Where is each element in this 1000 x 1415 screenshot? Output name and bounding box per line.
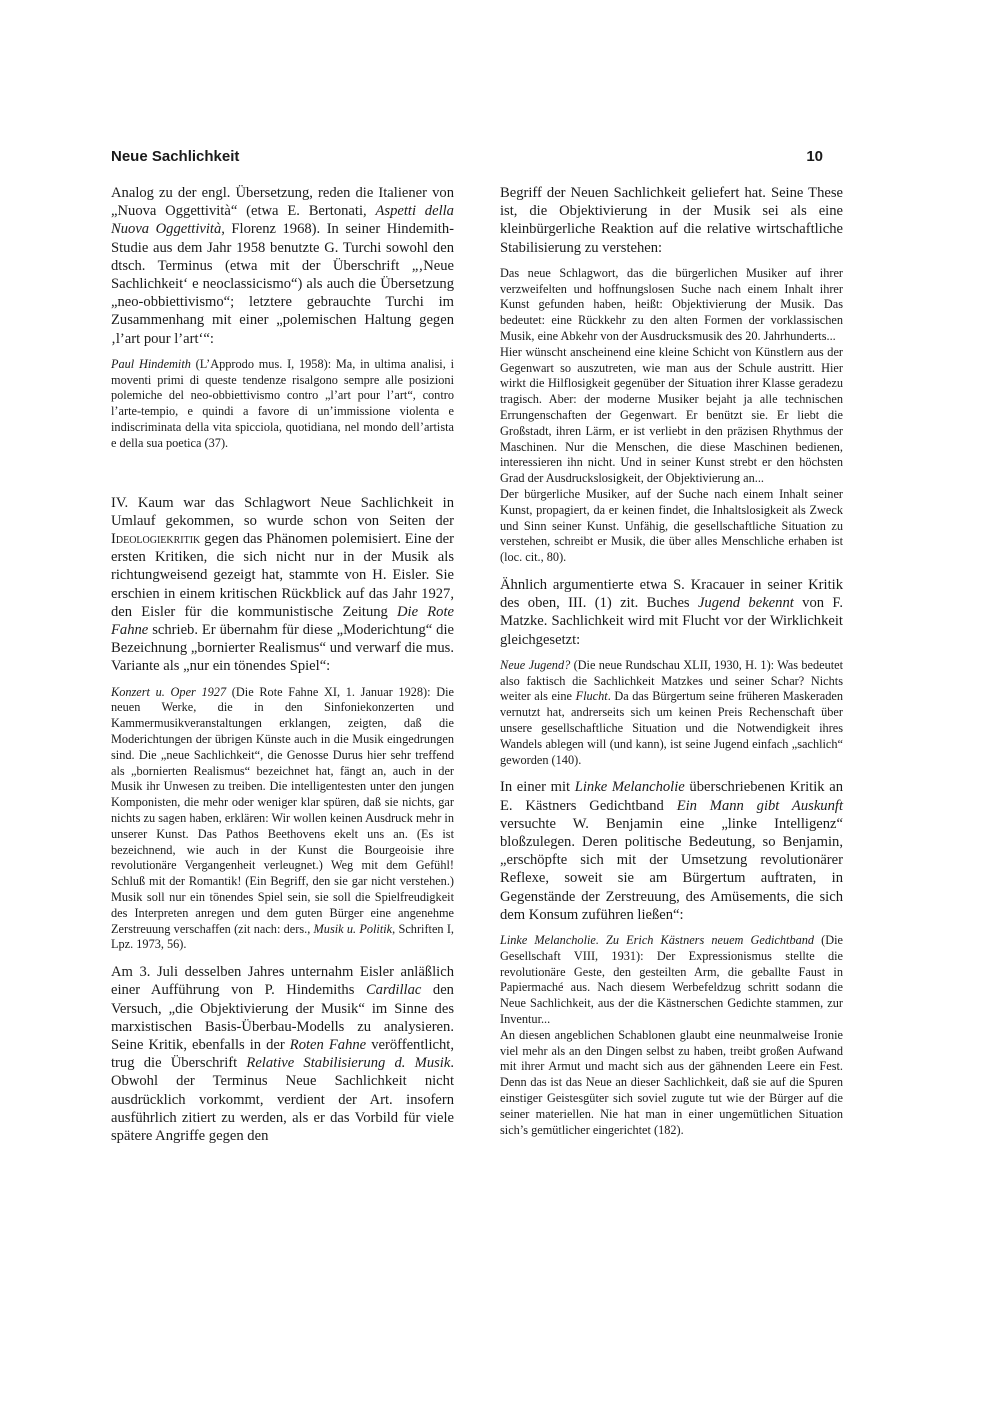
- quote-eisler-part-3: Der bürgerliche Musiker, auf der Suche nach einem Inhalt seiner Kunst, propagiert, da er keinen findet, die Inhaltslosigkeit als Zweck und Sinn seiner Kunst. Unfähig, die gesellschaftliche Situation zu verstehen, schreibt er Musik, die über alles Menschliche erhaben ist (loc. cit., 80).: [500, 486, 843, 565]
- paragraph-italian-translation: Analog zu der engl. Übersetzung, reden die Italiener von „Nuova Oggettività“ (etwa E. Bertonati, Aspetti della Nuova Oggettività, Florenz 1968). In seiner Hindemith-Studie aus dem Jahr 1958 benutzte G. Turchi sowohl den dtsch. Terminus (etwa mit der Überschrift „‚Neue Sachlichkeit‘ e neoclassicismo“) als auch die Übersetzung „neo-obbiettivismo“; letztere gebrauchte Turchi im Zusammenhang mit einer „polemischen Haltung gegen ‚l’art pour l’art‘“:: [111, 185, 454, 347]
- quote-source: Linke Melancholie. Zu Erich Kästners neuem Gedichtband: [500, 932, 815, 947]
- work-title: Aspetti della Nuova Oggettività: [111, 203, 454, 238]
- quote-benjamin-part-1: Linke Melancholie. Zu Erich Kästners neuem Gedichtband (Die Gesellschaft VIII, 1931): Der Expressionismus stellte die revolutionäre Geste, den gesteilten Arm, die geballte Faust in Papiermaché aus. Nach diesem Werbefeldzug schritt sodann die Neue Sachlichkeit, aus der die Kästnerschen Gedichte stammen, zur Inventur...: [500, 932, 843, 1026]
- running-head: [111, 148, 823, 172]
- cross-reference: Ideologiekritik: [111, 531, 201, 548]
- paragraph-section-iv: IV. Kaum war das Schlagwort Neue Sachlichkeit in Umlauf gekommen, so wurde schon von Seiten der Ideologiekritik gegen das Phänomen polemisiert. Eine der ersten Kritiken, die sich nicht nur in der Musik als richtungweisend gezeigt hat, stammte von H. Eisler. Sie erschien in einem kritischen Rückblick auf das Jahr 1927, den Eisler für die kommunistische Zeitung Die Rote Fahne schrieb. Er übernahm für diese „Moderichtung“ die Bezeichnung „bornierter Realismus“ und verwarf die mus. Variante als „nur ein tönendes Spiel“:: [111, 494, 454, 675]
- opera-title: Cardillac: [365, 982, 422, 999]
- quote-eisler-part-2: Hier wünscht anscheinend eine kleine Schicht von Künstlern aus der Gegenwart so auszutreten, wie man aus der Schule austritt. Hier wirkt die Hilflosigkeit gegenüber der Situation ihrer Klasse geradezu tragisch. Aber: der moderne Musiker bejaht ja alle technischen Errungenschaften der Gegenwart. Er benützt sie. Er liebt die Großstadt, ihren Lärm, er ist verliebt in den präzisen Rhythmus der Maschinen. Nur die Menschen, die diese Maschinen bedienen, interessieren ihn nicht. Und in seiner Kunst strebt er den höchsten Grad der Ausdruckslosigkeit, der Objektivierung an...: [500, 344, 843, 486]
- left-column: [111, 184, 454, 1154]
- book-title: Jugend bekennt: [697, 595, 794, 612]
- quote-eisler-part-1: Das neue Schlagwort, das die bürgerlichen Musiker auf ihrer verzweifelten und hoffnungslosen Suche nach einem Inhalt ihrer Kunst gefunden haben, heißt: Objektivierung der Musik. Das bedeutet: eine Rückkehr zu den alten Formen der vorklassischen Musik, eine Abkehr von der Ausdrucksmusik des 20. Jahrhunderts...: [500, 265, 843, 343]
- essay-title: Linke Melancholie: [574, 779, 685, 796]
- paragraph-cardillac: Am 3. Juli desselben Jahres unternahm Eisler anläßlich einer Aufführung von P. Hindemiths Cardillac den Versuch, „die Objektivierung der Musik“ im Sinne des marxistischen Basis-Überbau-Modells zu analysieren. Seine Kritik, ebenfalls in der Roten Fahne veröffentlicht, trug die Überschrift Relative Stabilisierung d. Musik. Obwohl der Terminus Neue Sachlichkeit nicht ausdrücklich vorkommt, verdient der Art. insofern ausführlich zitiert zu werden, als er das Vorbild für viele spätere Angriffe gegen den: [111, 964, 454, 1145]
- quote-source: Neue Jugend?: [500, 657, 571, 672]
- book-title: Ein Mann gibt Auskunft: [676, 797, 843, 814]
- right-column: [500, 184, 843, 1148]
- quote-source: Konzert u. Oper 1927: [111, 684, 227, 699]
- paragraph-thesis: Begriff der Neuen Sachlichkeit geliefert hat. Seine These ist, die Objektivierung in der Musik sei als eine kleinbürgerliche Reaktion auf die relative wirtschaftliche Stabilisierung zu verstehen:: [500, 185, 843, 256]
- quote-source: Paul Hindemith: [111, 356, 191, 371]
- newspaper-title: Roten Fahne: [289, 1037, 367, 1053]
- quote-hindemith: Paul Hindemith (L’Approdo mus. I, 1958): Ma, in ultima analisi, i moventi primi di queste tendenze risalgono sempre alle posizioni polemiche del neo-obbiettivismo contro „l’art pour l’art“, contro l’arte-tempio, e quindi a favore di un’immissione violenta e indiscriminata della vita spicciola, quotidiana, nel mondo dell’artista e della sua poetica (37).: [111, 356, 454, 450]
- quote-eisler-1928: Konzert u. Oper 1927 (Die Rote Fahne XI, 1. Januar 1928): Die neuen Werke, die in den Sinfoniekonzerten und Kammermusikveranstaltungen erklangen, zeigten, daß die Moderichtungen der übrigen Künste auch in die Musik eingedrungen sind. Die „neue Sachlichkeit“, die Genosse Durus hier sehr treffend als „bornierten Realismus“ bezeichnet hat, fängt an, auch in der Musik ihr Unwesen zu treiben. Die intelligentesten unter den jungen Komponisten, die mehr oder weniger klar spüren, daß sie nichts, gar nichts zu sagen haben, erklären: Wir wollen keinen Ausdruck mehr in unserer Kunst. Das Pathos Beethovens ekelt uns an. (Es ist bezeichnend, wie auch in der Kunst die Bourgeoisie ihre revolutionäre Vergangenheit verleugnet.) Weg mit dem Gefühl! Schluß mit der Romantik! (Ein Begriff, den sie gar nicht verstehen.) Musik soll nur ein tönendes Spiel sein, sie soll die Spielfreudigkeit des Interpreten anregen und dem guten Bürger eine angenehme Zerstreuung verschaffen (zit nach: ders., Musik u. Politik, Schriften I, Lpz. 1973, 56).: [111, 684, 455, 952]
- paragraph-kracauer: Ähnlich argumentierte etwa S. Kracauer in seiner Kritik des oben, III. (1) zit. Buches Jugend bekennt von F. Matzke. Sachlichkeit wird mit Flucht vor der Wirklichkeit gleichgesetzt:: [500, 576, 843, 648]
- emphasis-word: Flucht: [575, 689, 608, 704]
- quote-kracauer: Neue Jugend? (Die neue Rundschau XLII, 1930, H. 1): Was bedeutet also faktisch die Sachlichkeit Matzkes und seiner Schar? Nichts weiter als eine Flucht. Da das Bürgertum seine früheren Maskeraden vernutzt hat, andrerseits sich um keinen Preis Rechenschaft über unsere gesellschaftliche Situation und die Notwendigkeit ihres Wandels ablegen will (und kann), ist seine Jugend einfach „sachlich“ geworden (140).: [500, 657, 844, 767]
- paragraph-benjamin: In einer mit Linke Melancholie überschriebenen Kritik an E. Kästners Gedichtband Ein Mann gibt Auskunft versuchte W. Benjamin eine „linke Intelligenz“ bloßzulegen. Deren politische Bedeutung, so Benjamin, „erschöpfte sich mit der Umsetzung revolutionärer Reflexe, soweit sie am Bürgertum auftraten, in Gegenstände der Zerstreuung, des Amüsements, die sich dem Konsum zuführen ließen“:: [500, 779, 844, 923]
- quote-benjamin-part-2: An diesen angeblichen Schablonen glaubt eine neunmalweise Ironie viel mehr als an den Dingen selbst zu haben, treibt großen Aufwand mit ihrer Armut und macht sich aus der gähnenden Leere ein Fest. Denn das ist das Neue an dieser Sachlichkeit, daß sie auf die Spuren einstiger Geistesgüter sich soviel zugute tut wie der Bürger auf die seiner materiellen. Nie hat man in einer ungemütlichen Situation sich’s gemütlicher eingerichtet (182).: [500, 1027, 843, 1137]
- newspaper-title: Die Rote Fahne: [111, 603, 454, 639]
- cited-work: Musik u. Politik: [313, 921, 393, 936]
- article-title: Relative Stabilisierung d. Musik: [246, 1055, 451, 1072]
- page-number: 10: [806, 148, 823, 165]
- page: [111, 148, 844, 1388]
- section-title: Neue Sachlichkeit: [111, 148, 240, 165]
